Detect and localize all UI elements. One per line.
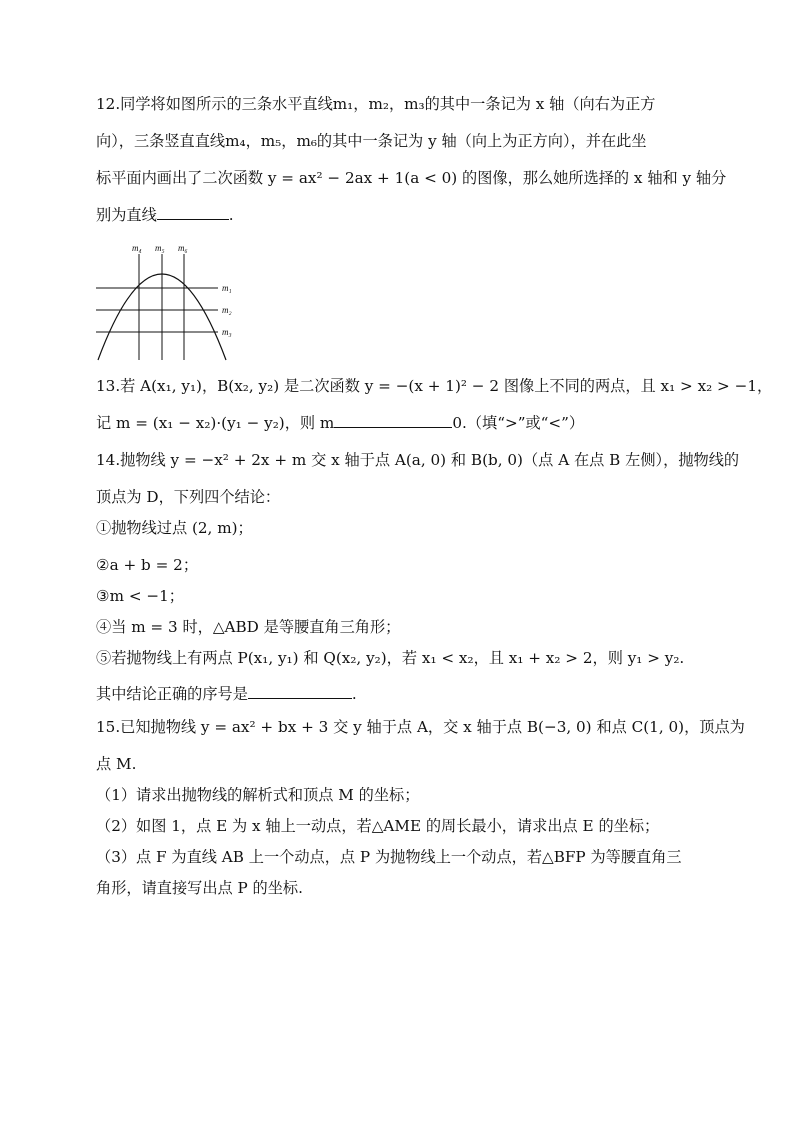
q12-figure — [96, 240, 246, 364]
q14-answer-blank[interactable] — [248, 684, 352, 699]
q12-period: . — [228, 206, 234, 224]
q14-item-2: ②a + b = 2； — [96, 556, 199, 574]
q12-answer-blank[interactable] — [157, 205, 229, 220]
q14-answer-line — [96, 684, 357, 704]
q12-line-3: 标平面内画出了二次函数 y = ax² − 2ax + 1(a < 0) 的图像，那么她所选择的 x 轴和 y 轴分 — [96, 169, 727, 187]
q15-part-1: （1）请求出抛物线的解析式和顶点 M 的坐标； — [96, 786, 420, 804]
label-m3: m₃ — [222, 327, 232, 337]
q14-item-4: ④当 m = 3 时，△ABD 是等腰直角三角形； — [96, 618, 401, 636]
q13-answer-blank[interactable] — [334, 413, 452, 428]
q12-answer-prompt: 别为直线 — [96, 206, 157, 224]
q15-part-2: （2）如图 1，点 E 为 x 轴上一动点，若△AME 的周长最小，请求出点 E 的坐标； — [96, 817, 660, 835]
q13-expression: 记 m = (x₁ − x₂)·(y₁ − y₂)，则 m — [96, 414, 335, 432]
label-m5: m₅ — [155, 243, 165, 253]
q15-line-1: 15.已知抛物线 y = ax² + bx + 3 交 y 轴于点 A，交 x 轴于点 B(−3, 0) 和点 C(1, 0)，顶点为 — [96, 718, 745, 736]
label-m2: m₂ — [222, 305, 232, 315]
q14-item-3: ③m < −1； — [96, 587, 184, 605]
q15-part-3-line-1: （3）点 F 为直线 AB 上一个动点，点 P 为抛物线上一个动点，若△BFP 为等腰直角三 — [96, 848, 682, 866]
q12-line-4 — [96, 205, 234, 225]
q15-line-2: 点 M. — [96, 755, 137, 773]
label-m6: m₆ — [178, 243, 188, 253]
label-m4: m₄ — [132, 243, 142, 253]
q13-hint: 0.（填“>”或“<”） — [452, 414, 585, 432]
q15-part-3-line-2: 角形，请直接写出点 P 的坐标. — [96, 879, 303, 897]
q14-line-2: 顶点为 D，下列四个结论： — [96, 488, 281, 506]
label-m1: m₁ — [222, 283, 232, 293]
q13-line-2 — [96, 413, 584, 433]
q12-line-1: 12.同学将如图所示的三条水平直线m₁，m₂，m₃的其中一条记为 x 轴（向右为正方 — [96, 95, 656, 113]
q12-line-2: 向），三条竖直直线m₄，m₅，m₆的其中一条记为 y 轴（向上为正方向），并在此坐 — [96, 132, 647, 150]
q14-item-1: ①抛物线过点 (2, m)； — [96, 519, 253, 537]
q14-answer-prompt: 其中结论正确的序号是 — [96, 685, 248, 703]
q14-item-5: ⑤若抛物线上有两点 P(x₁, y₁) 和 Q(x₂, y₂)，若 x₁ < x₂，且 x₁ + x₂ > 2，则 y₁ > y₂. — [96, 649, 685, 667]
q14-period: . — [351, 685, 357, 703]
q14-line-1: 14.抛物线 y = −x² + 2x + m 交 x 轴于点 A(a, 0) 和 B(b, 0)（点 A 在点 B 左侧），抛物线的 — [96, 451, 740, 469]
q13-line-1: 13.若 A(x₁, y₁)，B(x₂, y₂) 是二次函数 y = −(x + 1)² − 2 图像上不同的两点，且 x₁ > x₂ > −1， — [96, 377, 773, 395]
